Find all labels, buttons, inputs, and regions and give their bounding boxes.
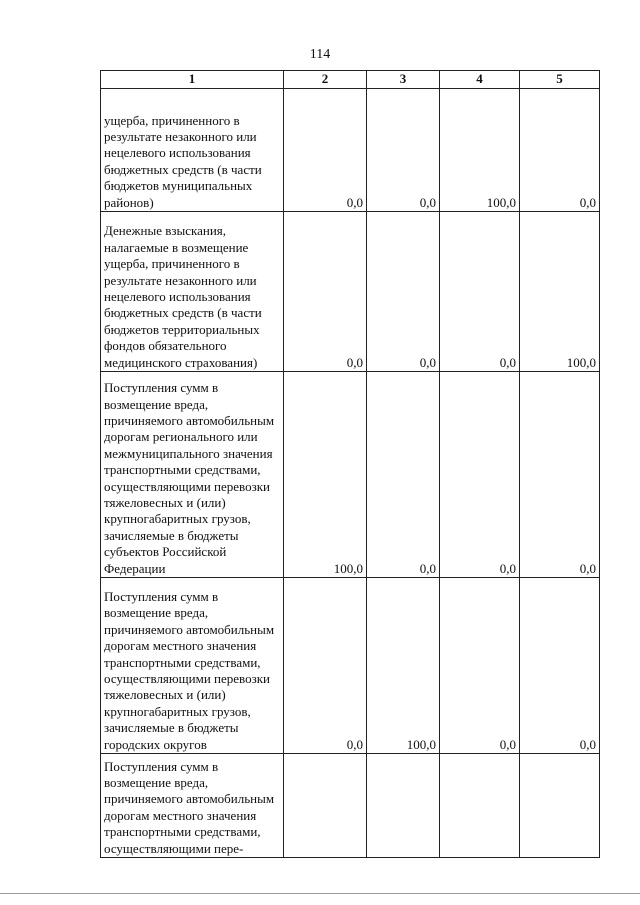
- row-description: Поступления сумм в возмещение вреда, причиняемого автомобильным дорогам местного значения транспортными средствами, осуществляющими перевозки тяжеловесных и (или) крупногабаритных грузов, зачисляемые в бюджеты городских округов: [101, 578, 284, 754]
- cell-col-3: 0,0: [367, 372, 440, 578]
- cell-col-5: 0,0: [520, 578, 600, 754]
- table-row: [101, 372, 600, 578]
- cell-col-4: 0,0: [440, 372, 520, 578]
- cell-col-4: 100,0: [440, 89, 520, 212]
- column-header-4: 4: [440, 71, 520, 89]
- table-row: [101, 212, 600, 372]
- cell-col-2: 0,0: [284, 89, 367, 212]
- table-row: [101, 578, 600, 754]
- cell-col-2: [284, 754, 367, 858]
- row-description: Денежные взыскания, налагаемые в возмещение ущерба, причиненного в результате незаконного или нецелевого использования бюджетных средств (в части бюджетов территориальных фондов обязательного медицинского страхования): [101, 212, 284, 372]
- page-bottom-rule: [0, 893, 640, 894]
- cell-col-2: 100,0: [284, 372, 367, 578]
- cell-col-4: [440, 754, 520, 858]
- cell-col-5: 100,0: [520, 212, 600, 372]
- cell-col-4: 0,0: [440, 212, 520, 372]
- row-description: Поступления сумм в возмещение вреда, причиняемого автомобильным дорогам местного значения транспортными средствами, осуществляющими пере-: [101, 754, 284, 858]
- table-row: [101, 754, 600, 858]
- cell-col-5: 0,0: [520, 372, 600, 578]
- cell-col-3: 100,0: [367, 578, 440, 754]
- page-number: 114: [309, 47, 331, 62]
- cell-col-5: [520, 754, 600, 858]
- cell-col-2: 0,0: [284, 578, 367, 754]
- row-description: ущерба, причиненного в результате незаконного или нецелевого использования бюджетных средств (в части бюджетов муниципальных районов): [101, 89, 284, 212]
- cell-col-3: 0,0: [367, 89, 440, 212]
- column-header-1: 1: [101, 71, 284, 89]
- row-description: Поступления сумм в возмещение вреда, причиняемого автомобильным дорогам регионального или межмуниципального значения транспортными средствами, осуществляющими перевозки тяжеловесных и (или) крупногабаритных грузов, зачисляемые в бюджеты субъектов Российской Федерации: [101, 372, 284, 578]
- cell-col-3: [367, 754, 440, 858]
- table-row: [101, 89, 600, 212]
- column-header-3: 3: [367, 71, 440, 89]
- budget-revenue-table: [100, 70, 600, 858]
- table-header-row: [101, 71, 600, 89]
- cell-col-3: 0,0: [367, 212, 440, 372]
- cell-col-2: 0,0: [284, 212, 367, 372]
- column-header-2: 2: [284, 71, 367, 89]
- column-header-5: 5: [520, 71, 600, 89]
- cell-col-5: 0,0: [520, 89, 600, 212]
- cell-col-4: 0,0: [440, 578, 520, 754]
